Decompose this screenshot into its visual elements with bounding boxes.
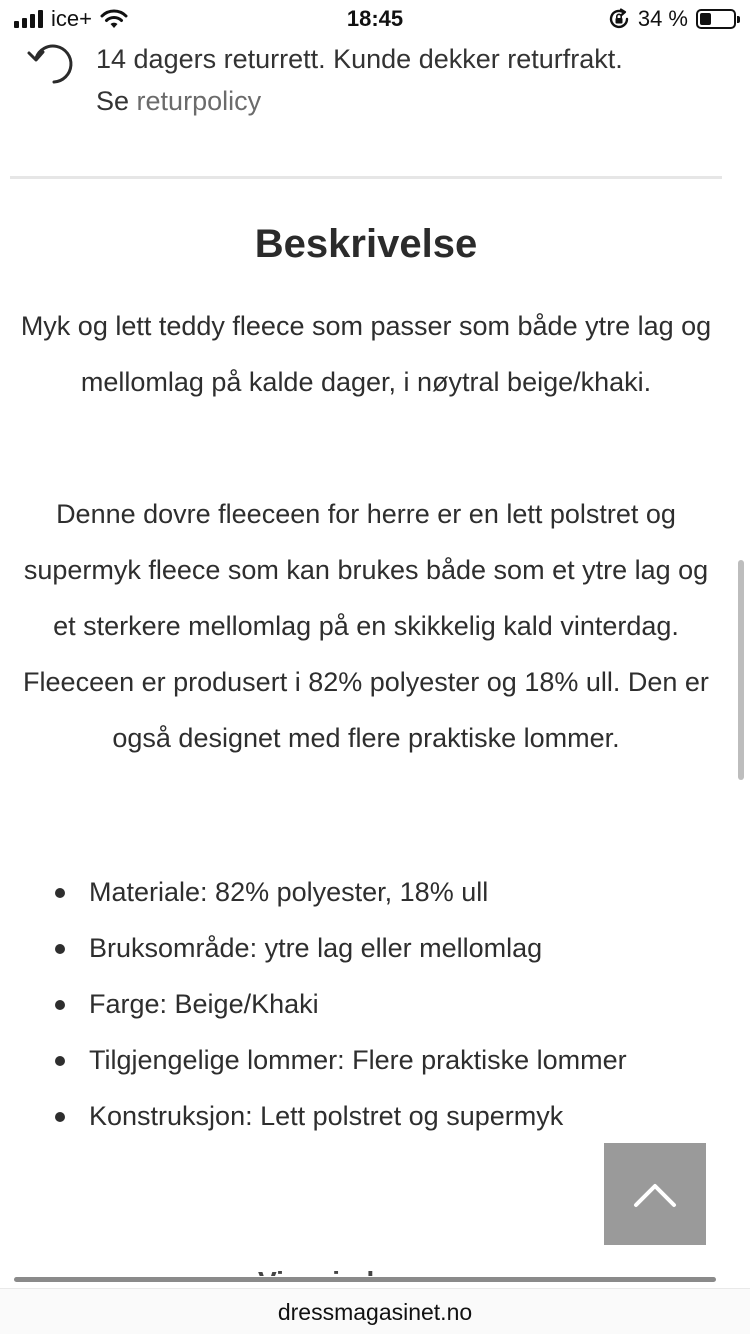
list-item: Materiale: 82% polyester, 18% ull <box>52 864 732 920</box>
description-paragraph-1: Myk og lett teddy fleece som passer som både ytre lag og mellomlag på kalde dager, i nøytral beige/khaki. <box>20 311 712 397</box>
status-bar <box>0 0 750 40</box>
list-item: Farge: Beige/Khaki <box>52 976 732 1032</box>
status-right <box>608 6 736 32</box>
list-item: Tilgjengelige lommer: Flere praktiske lommer <box>52 1032 732 1088</box>
carrier-name: ice+ <box>51 6 92 31</box>
battery-icon <box>696 9 736 29</box>
chevron-up-icon <box>632 1179 678 1209</box>
description-heading: Beskrivelse <box>254 222 478 266</box>
rotation-lock-icon <box>608 8 630 30</box>
browser-address-bar[interactable] <box>0 1288 750 1334</box>
scrollbar[interactable] <box>738 560 744 780</box>
return-policy-link[interactable]: returpolicy <box>136 86 262 116</box>
battery-percent: 34 % <box>637 6 688 31</box>
feature-list <box>52 864 732 1144</box>
section-divider <box>10 176 722 179</box>
return-policy-prefix: Se <box>96 86 130 116</box>
browser-url: dressmagasinet.no <box>277 1299 473 1325</box>
page-scroll-indicator <box>14 1277 716 1282</box>
back-to-top-button[interactable] <box>604 1143 706 1245</box>
return-policy-text <box>96 38 736 122</box>
list-item: Bruksområde: ytre lag eller mellomlag <box>52 920 732 976</box>
battery-fill <box>700 13 711 25</box>
return-policy-description: 14 dagers returrett. Kunde dekker returfrakt. <box>96 44 623 74</box>
undo-arrow-icon <box>26 42 78 86</box>
clock: 18:45 <box>346 6 404 31</box>
list-item: Konstruksjon: Lett polstret og supermyk <box>52 1088 732 1144</box>
description-paragraph-2: Denne dovre fleeceen for herre er en lett polstret og supermyk fleece som kan brukes både som et ytre lag og et sterkere mellomlag på en skikkelig kald vinterdag. Fleeceen er produsert i 82% polyester og 18% ull. Den er også designet med flere praktiske lommer. <box>23 499 709 753</box>
